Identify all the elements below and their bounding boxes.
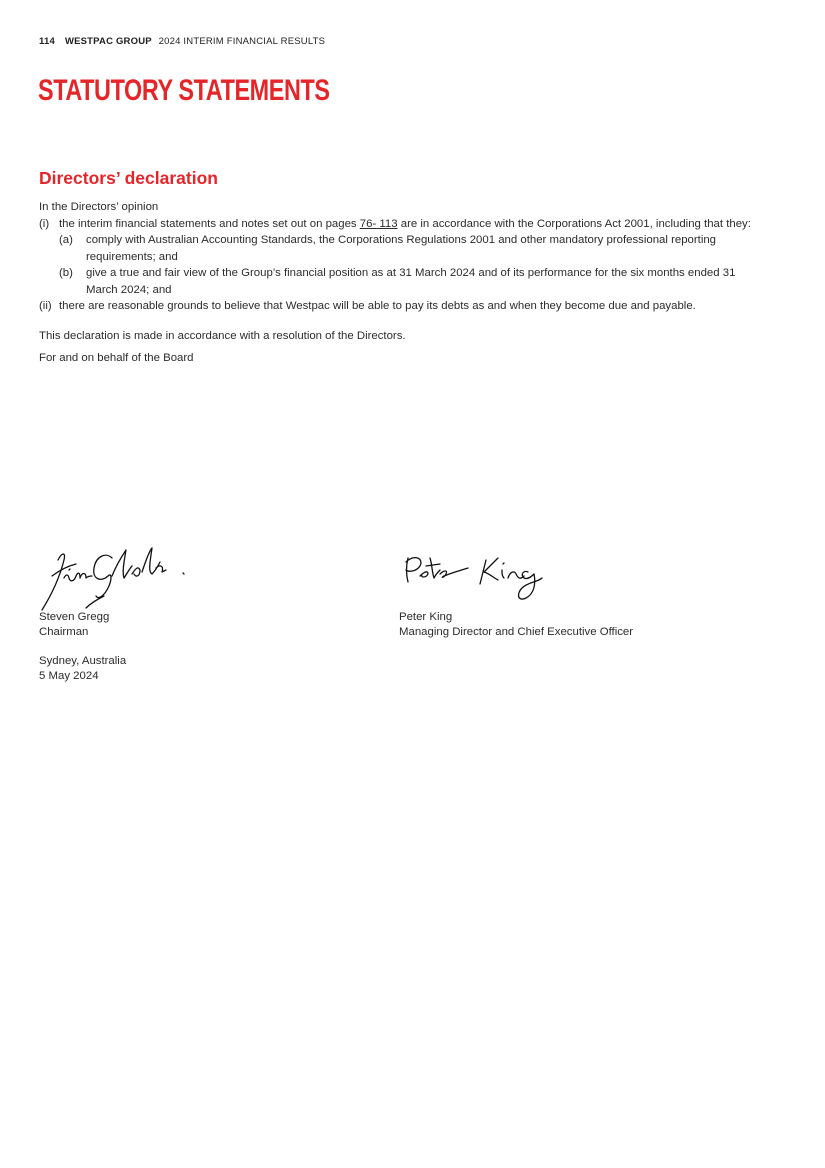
declaration-intro: In the Directors’ opinion: [39, 201, 159, 213]
signatory-name: Steven Gregg: [39, 611, 110, 623]
section-title: STATUTORY STATEMENTS: [38, 74, 330, 107]
sub-item-text: comply with Australian Accounting Standards, the Corporations Regulations 2001 and other mandatory professional reporting requirements; and: [86, 234, 717, 263]
signatory-peter-king: [399, 610, 633, 640]
signature-peter-king: [398, 548, 558, 610]
item-marker: (i): [39, 217, 50, 230]
item-text-after: are in accordance with the Corporations Act 2001, including that they:: [397, 217, 751, 230]
location-date: [39, 654, 126, 684]
item-text-before: the interim financial statements and notes set out on pages: [59, 217, 360, 230]
date: 5 May 2024: [39, 670, 99, 682]
declaration-item-ii: [39, 298, 769, 315]
declaration-body: [39, 199, 769, 367]
declaration-sub-item-a: [39, 232, 769, 265]
declaration-sub-list: [39, 232, 769, 298]
sub-item-marker: (b): [59, 267, 73, 279]
declaration-sub-item-b: [39, 265, 769, 298]
page-link-from[interactable]: 76: [359, 217, 373, 230]
sub-item-marker: (a): [59, 234, 73, 246]
location: Sydney, Australia: [39, 655, 127, 667]
resolution-statement: This declaration is made in accordance with a resolution of the Directors.: [39, 329, 406, 342]
signatory-role: Managing Director and Chief Executive Officer: [399, 626, 634, 638]
item-text: there are reasonable grounds to believe that Westpac will be able to pay its debts as and when they become due and payable.: [59, 300, 696, 312]
page-number: 114: [39, 36, 55, 47]
signatory-steven-gregg: [39, 610, 109, 640]
signature-steven-gregg: [38, 540, 198, 614]
signatory-name: Peter King: [399, 611, 453, 623]
declaration-item-i: [39, 216, 769, 233]
page-link-to[interactable]: 113: [376, 217, 398, 230]
sub-item-text: give a true and fair view of the Group’s financial position as at 31 March 2024 and of its performance for the six months ended 31 March 2024; and: [86, 267, 736, 296]
signatory-role: Chairman: [39, 626, 89, 638]
page-link-dash[interactable]: -: [372, 217, 377, 230]
brand-name: WESTPAC GROUP: [64, 36, 152, 47]
item-marker: (ii): [39, 300, 52, 312]
on-behalf-statement: For and on behalf of the Board: [39, 352, 194, 364]
report-title: 2024 INTERIM FINANCIAL RESULTS: [158, 36, 326, 47]
running-header: [39, 36, 325, 47]
declaration-title: Directors’ declaration: [39, 168, 218, 188]
